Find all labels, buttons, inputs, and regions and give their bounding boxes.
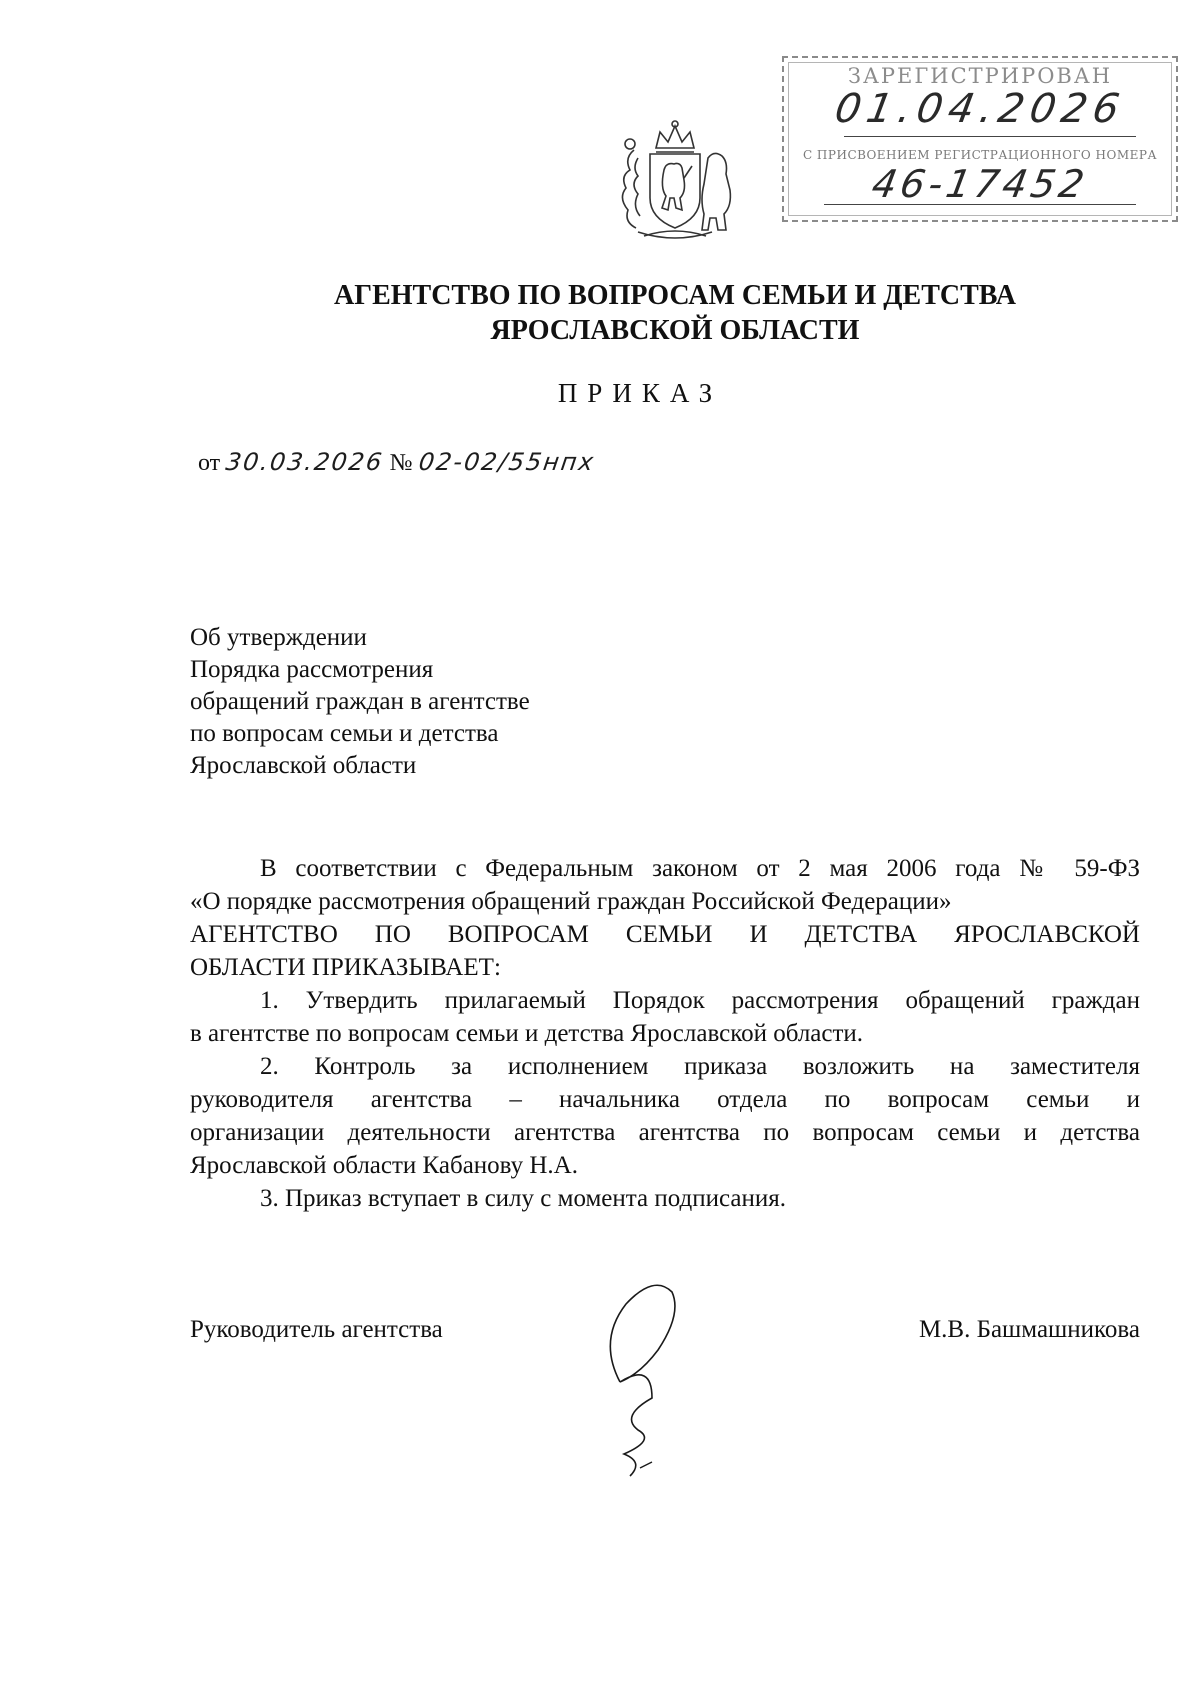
body-line: В соответствии с Федеральным законом от 2 мая 2006 года № 59-ФЗ <box>260 855 1140 882</box>
document-type-title: ПРИКАЗ <box>557 378 723 408</box>
order-from-label: от <box>198 450 221 476</box>
signatory-name: М.В. Башмашникова <box>918 1316 1140 1343</box>
order-subject <box>190 622 530 782</box>
body-line: организации деятельности агентства агентства по вопросам семьи и детства <box>190 1119 1140 1146</box>
subject-line: Ярославской области <box>190 752 417 779</box>
body-line: Ярославской области Кабанову Н.А. <box>190 1152 578 1179</box>
stamp-underline <box>824 204 1136 205</box>
signatory-position: Руководитель агентства <box>190 1316 443 1343</box>
body-line: 1. Утвердить прилагаемый Порядок рассмотрения обращений граждан <box>260 987 1140 1014</box>
body-line: ОБЛАСТИ ПРИКАЗЫВАЕТ: <box>190 954 501 981</box>
order-date-number <box>198 448 597 477</box>
stamp-date: 01.04.2026 <box>831 86 1129 132</box>
subject-line: обращений граждан в агентстве <box>190 688 530 715</box>
order-number-label: № <box>389 450 413 476</box>
body-line: «О порядке рассмотрения обращений граждан Российской Федерации» <box>190 888 952 915</box>
body-line: в агентстве по вопросам семьи и детства Ярославской области. <box>190 1020 864 1047</box>
stamp-registration-number: 46-17452 <box>868 162 1092 206</box>
agency-name-line2: ЯРОСЛАВСКОЙ ОБЛАСТИ <box>490 315 860 346</box>
order-number: 02-02/55нпх <box>416 448 597 476</box>
stamp-caption: С ПРИСВОЕНИЕМ РЕГИСТРАЦИОННОГО НОМЕРА <box>802 148 1158 162</box>
coat-of-arms-emblem <box>608 118 742 244</box>
order-date: 30.03.2026 <box>224 448 386 476</box>
stamp-title: ЗАРЕГИСТРИРОВАН <box>847 64 1113 88</box>
registration-stamp <box>782 56 1178 222</box>
agency-name-line1: АГЕНТСТВО ПО ВОПРОСАМ СЕМЬИ И ДЕТСТВА <box>334 280 1016 311</box>
subject-line: Об утверждении <box>190 624 367 651</box>
handwritten-signature <box>580 1270 720 1480</box>
order-body <box>190 852 1140 1215</box>
body-line: руководителя агентства – начальника отдела по вопросам семьи и <box>190 1086 1140 1113</box>
body-line: АГЕНТСТВО ПО ВОПРОСАМ СЕМЬИ И ДЕТСТВА ЯРОСЛАВСКОЙ <box>190 921 1140 948</box>
subject-line: Порядка рассмотрения <box>190 656 434 683</box>
body-line: 2. Контроль за исполнением приказа возложить на заместителя <box>260 1053 1140 1080</box>
subject-line: по вопросам семьи и детства <box>190 720 499 747</box>
body-line: 3. Приказ вступает в силу с момента подписания. <box>260 1185 786 1212</box>
stamp-underline <box>844 136 1136 137</box>
